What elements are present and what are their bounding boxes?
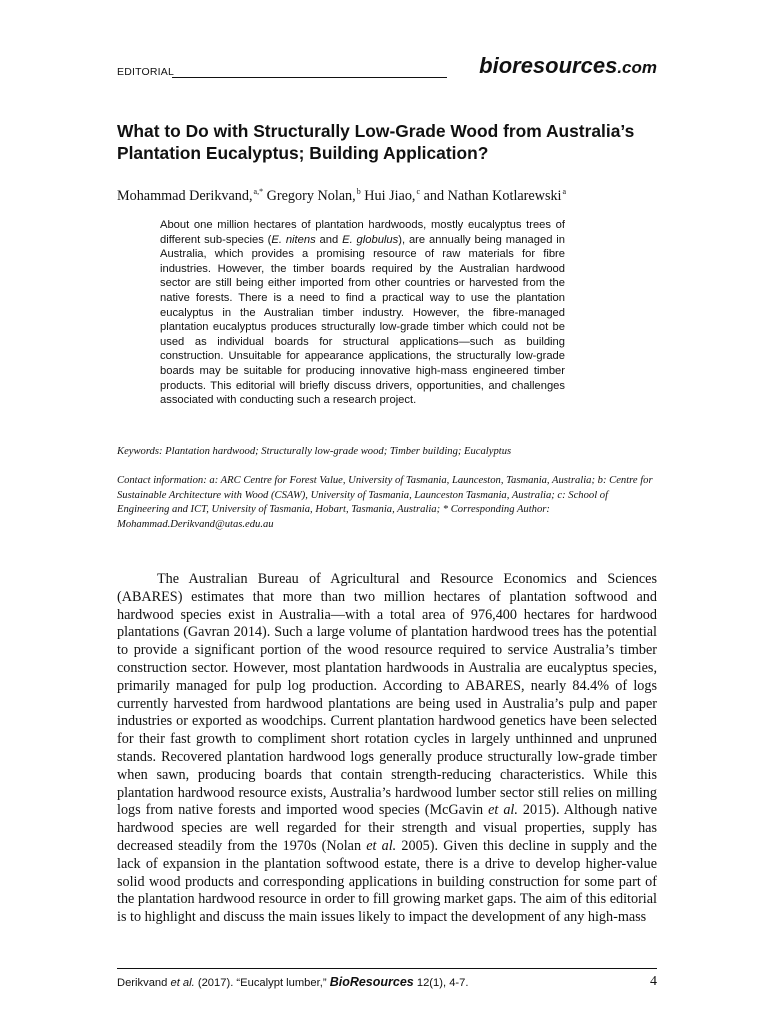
et-al: et al. xyxy=(488,802,518,819)
article-title: What to Do with Structurally Low-Grade Wood from Australia’s Plantation Eucalyptus; Building Application? xyxy=(117,121,635,163)
header-rule xyxy=(172,77,447,78)
footer-et-al: et al. xyxy=(170,977,195,989)
abstract-text: and xyxy=(315,233,343,246)
author-name: Nathan Kotlarewski xyxy=(447,188,562,204)
author-name: Gregory Nolan, xyxy=(266,188,356,204)
et-al: et al. xyxy=(366,837,397,854)
author-name: Hui Jiao, xyxy=(364,188,416,204)
abstract-text: About one million hectares of plantation hardwoods, mostly eucalyptus trees of different sub-species ( xyxy=(160,219,565,246)
footer-citation: (2017). “Eucalypt lumber,” xyxy=(194,977,330,989)
author-affiliation: c xyxy=(416,187,421,196)
running-footer xyxy=(117,975,657,990)
section-label: EDITORIAL xyxy=(117,66,175,78)
body-paragraph xyxy=(117,571,657,927)
footer-journal: BioResources xyxy=(329,975,414,989)
footer-authors: Derikvand xyxy=(117,977,171,989)
body-text: 2015). Although native hardwood species are well regarded for their strength and visual properties, supply has decreased steadily from the 1970s (Nolan xyxy=(117,802,657,854)
journal-brand xyxy=(479,54,657,80)
author-name: Mohammad Derikvand, xyxy=(117,188,253,204)
abstract-text: ), are annually being managed in Australia, which provides a promising resource of raw materials for fibre industries. However, the timber boards required by the Australian hardwood sector are still being either imported from other countries or harvested from the native forests. There is a need to find a practical way to use the plantation eucalyptus in the Australian timber industry. However, the fibre-managed plantation eucalyptus produces structurally low-grade timber which could not be used as individual boards for structural applications—such as building construction. Unsuitable for appearance applications, the structurally low-grade boards may be suitable for producing innovative high-mass engineered timber products. This editorial will briefly discuss drivers, opportunities, and challenges associated with conducting such a research project. xyxy=(160,233,565,407)
page-number: 4 xyxy=(650,974,657,989)
author-affiliation: a xyxy=(562,187,567,196)
brand-suffix: .com xyxy=(617,58,657,77)
body-text: 2005). Given this decline in supply and the lack of expansion in the plantation softwood estate, there is a drive to develop higher-value solid wood products and corresponding applications in building construction for some part of the plantation hardwood resource in order to fill growing market gaps. The aim of this editorial is to highlight and discuss the main issues likely to impact the development of any high-mass xyxy=(117,837,657,926)
footer-volume: 12(1), 4-7. xyxy=(413,977,469,989)
species-name: E. globulus xyxy=(342,233,399,246)
author-affiliation: b xyxy=(356,187,361,196)
contact-information: Contact information: a: ARC Centre for Forest Value, University of Tasmania, Launceston, Tasmania, Australia; b: Centre for Sustainable Architecture with Wood (CSAW), University of Tasmania, Launceston Tasmania, Australia; c: School of Engineering and ICT, University of Tasmania, Hobart, Tasmania, Australia; * Corresponding Author: Mohammad.Derikvand@utas.edu.au xyxy=(117,475,653,530)
running-header xyxy=(117,54,657,80)
abstract xyxy=(160,218,565,408)
author-list xyxy=(117,183,657,205)
body-text: The Australian Bureau of Agricultural and Resource Economics and Sciences (ABARES) estimates that more than two million hectares of plantation softwood and hardwood species exist in Australia—with a total area of 976,400 hectares for hardwood plantations (Gavran 2014). Such a large volume of plantation hardwood trees has the potential to provide a significant portion of the wood resource required to service Australia’s timber construction sector. However, most plantation hardwoods in Australia are eucalyptus species, primarily managed for pulp log production. According to ABARES, nearly 84.4% of logs currently harvested from hardwood plantations are being used in Australia’s pulp and paper industries or exported as woodchips. Current plantation hardwood genetics have been selected for their fast growth to compliment short rotation cycles in largely unthinned and unpruned stands. Recovered plantation hardwood logs generally produce structurally low-grade timber when sawn, producing boards that contain strength-reducing characteristics. While this plantation hardwood resource exists, Australia’s hardwood lumber sector still relies on milling logs from native forests and imported wood species (McGavin xyxy=(117,571,657,819)
keywords: Keywords: Plantation hardwood; Structurally low-grade wood; Timber building; Eucalyptus xyxy=(117,446,512,457)
footer-rule xyxy=(117,968,657,969)
author-affiliation: a,* xyxy=(253,187,264,196)
brand-main: bioresources xyxy=(479,53,618,78)
species-name: E. nitens xyxy=(271,233,316,246)
author-separator: and xyxy=(420,188,448,204)
